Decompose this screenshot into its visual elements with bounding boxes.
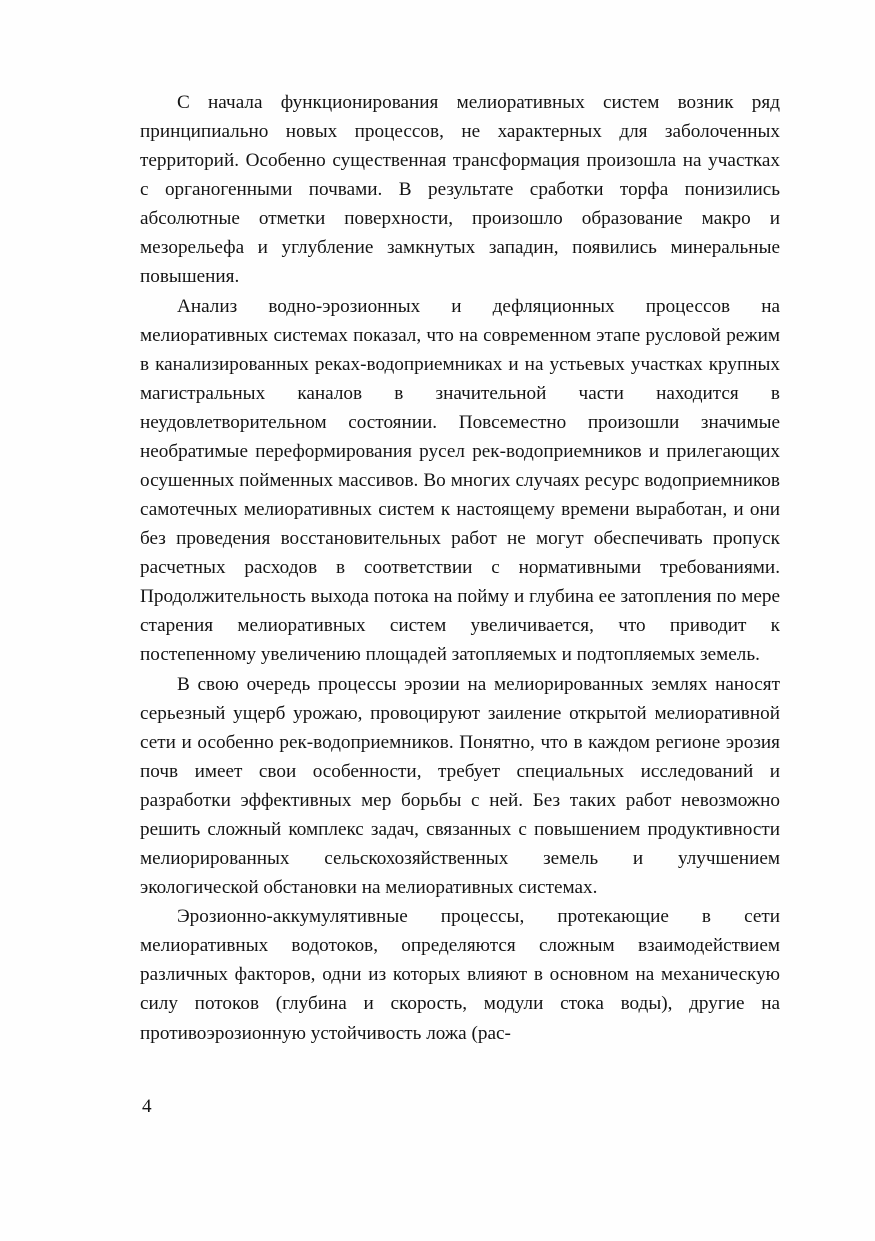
paragraph: Эрозионно-аккумулятивные процессы, протекающие в сети мелиоративных водотоков, определяются сложным взаимодействием различных факторов, одни из которых влияют в основном на механическую силу потоков (глубина и скорость, модули стока воды), другие на противоэрозионную устойчивость ложа (рас-	[140, 906, 780, 1044]
body-text	[140, 88, 780, 1048]
page-number: 4	[142, 1096, 152, 1117]
paragraph: Анализ водно-эрозионных и дефляционных процессов на мелиоративных системах показал, что на современном этапе русловой режим в канализированных реках-водоприемниках и на устьевых участках крупных магистральных каналов в значительной части находится в неудовлетворительном состоянии. Повсеместно произошли значимые необратимые переформирования русел рек-водоприемников и прилегающих осушенных пойменных массивов. Во многих случаях ресурс водоприемников самотечных мелиоративных систем к настоящему времени выработан, и они без проведения восстановительных работ не могут обеспечивать пропуск расчетных расходов в соответствии с нормативными требованиями. Продолжительность выхода потока на пойму и глубина ее затопления по мере старения мелиоративных систем увеличивается, что приводит к постепенному увеличению площадей затопляемых и подтопляемых земель.	[140, 295, 780, 666]
paragraph: С начала функционирования мелиоративных систем возник ряд принципиально новых процессов, не характерных для заболоченных территорий. Особенно существенная трансформация произошла на участках с органогенными почвами. В результате сработки торфа понизились абсолютные отметки поверхности, произошло образование макро и мезорельефа и углубление замкнутых западин, появились минеральные повышения.	[140, 92, 780, 288]
paragraph: В свою очередь процессы эрозии на мелиорированных землях наносят серьезный ущерб урожаю, провоцируют заиление открытой мелиоративной сети и особенно рек-водоприемников. Понятно, что в каждом регионе эрозия почв имеет свои особенности, требует специальных исследований и разработки эффективных мер борьбы с ней. Без таких работ невозможно решить сложный комплекс задач, связанных с повышением продуктивности мелиорированных сельскохозяйственных земель и улучшением экологической обстановки на мелиоративных системах.	[140, 673, 780, 899]
